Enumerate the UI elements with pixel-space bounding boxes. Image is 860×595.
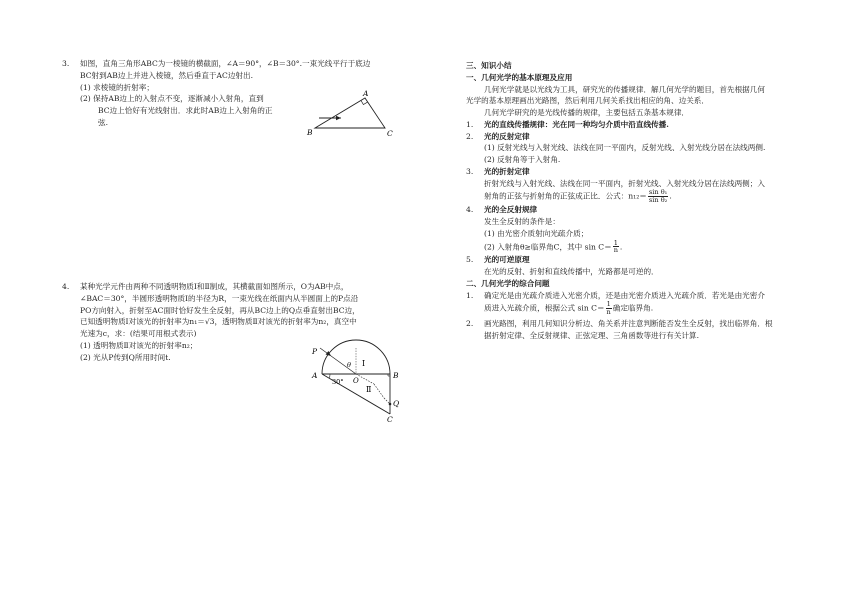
question-stem: 光速为c，求：(结果可用根式表示)	[80, 329, 197, 339]
point-text: 据折射定律、全反射规律、正弦定理、三角函数等进行有关计算.	[484, 331, 700, 341]
angle-label-theta: θ	[347, 361, 351, 369]
point-label-O: O	[353, 377, 359, 385]
law-text: 光的直线传播规律：光在同一种均匀介质中沿直线传播.	[484, 119, 669, 129]
law-clause: 折射光线与入射光线、法线在同一平面内，折射光线、入射光线分居在法线两侧；入	[484, 178, 765, 188]
question-stem: 某种光学元件由两种不同透明物质Ⅰ和Ⅱ制成，其横截面如图所示，O为AB中点，	[80, 282, 349, 291]
region-label-1: Ⅰ	[362, 359, 366, 368]
law-clause: (1) 反射光线与入射光线、法线在同一平面内，反射光线、入射光线分居在法线两侧.	[484, 143, 766, 153]
vertex-label-A: A	[363, 89, 369, 98]
question-stem: 已知透明物质Ⅰ对该光的折射率为n₁＝√3，透明物质Ⅱ对该光的折射率为n₂，真空中	[80, 317, 357, 327]
law-clause: (1) 由光密介质射向光疏介质；	[484, 228, 589, 238]
question-stem: 如图，直角三角形ABC为一棱镜的横截面，∠A＝90°，∠B＝30°.一束光线平行于底边	[80, 59, 371, 68]
point-label-B: B	[393, 371, 399, 380]
question-stem: BC射到AB边上并进入棱镜，然后垂直于AC边射出.	[80, 70, 253, 80]
law-clause: 在光的反射、折射和直线传播中，光路都是可逆的．	[484, 267, 659, 277]
angle-label-30: 30°	[332, 378, 344, 386]
region-label-2: Ⅱ	[366, 385, 372, 394]
section-heading: 三、知识小结	[466, 61, 512, 70]
law-number: 5.	[466, 255, 474, 265]
critical-angle-fraction	[613, 240, 619, 255]
paragraph: 几何光学研究的是光线传播的规律，主要包括五条基本规律．	[484, 108, 690, 118]
fraction-denominator: n	[613, 246, 618, 255]
point-label-C: C	[387, 415, 393, 424]
point-number: 2.	[466, 319, 474, 329]
punctuation: .	[619, 241, 623, 251]
point-text: 画光路图，利用几何知识分析边、角关系并注意判断能否发生全反射，找出临界角．根	[484, 319, 773, 329]
point-label-P: P	[312, 347, 318, 356]
law-clause: (2) 反射角等于入射角.	[484, 155, 561, 165]
law-formula-line	[466, 240, 816, 255]
law-number: 4.	[466, 205, 474, 215]
refraction-fraction	[648, 189, 668, 204]
sub-question-1: (1) 求棱镜的折射率；	[80, 82, 154, 92]
sub-question-2-cont: 弦.	[98, 117, 109, 127]
sub-question-1: (1) 透明物质Ⅱ对该光的折射率n₂；	[80, 340, 198, 350]
law-number: 3.	[466, 166, 474, 176]
question-stem: ∠BAC＝30°，半圆形透明物质Ⅰ的半径为R，一束光线在纸面内从半圆面上的P点沿	[80, 293, 359, 303]
law-2	[466, 131, 816, 143]
punctuation: .	[669, 191, 672, 201]
sub-question-2: (2) 光从P传到Q所用时间t.	[80, 352, 171, 362]
law-number: 2.	[466, 131, 474, 141]
law-title: 光的可逆原理	[484, 255, 530, 265]
law-formula-line	[466, 189, 816, 204]
law-title: 光的全反射规律	[484, 205, 538, 215]
point-text: 质进入光疏介质，根据公式 sin C＝	[484, 303, 605, 313]
right-column	[466, 58, 816, 342]
prism-figure	[305, 88, 415, 140]
fraction-numerator: 1	[613, 238, 618, 247]
point-text: 确定光是由光疏介质进入光密介质，还是由光密介质进入光疏介质．若光是由光密介	[484, 290, 765, 300]
comprehensive-point-2	[466, 318, 816, 342]
subsection-heading: 一、几何光学的基本原理及应用	[466, 72, 573, 82]
law-title: 光的折射定律	[484, 166, 530, 176]
critical-angle-fraction	[606, 301, 612, 316]
comprehensive-point-1	[466, 290, 816, 317]
law-clause: (2) 入射角θ≥临界角C，其中 sin C＝	[484, 241, 612, 251]
point-label-A: A	[312, 371, 318, 380]
point-label-Q: Q	[393, 399, 400, 408]
point-formula-line	[484, 301, 816, 316]
law-title: 光的反射定律	[484, 131, 530, 141]
law-clause: 发生全反射的条件是：	[484, 217, 560, 227]
subsection-heading: 二、几何光学的综合问题	[466, 278, 550, 288]
sub-question-2-cont: BC边上恰好有光线射出．求此时AB边上入射角的正	[98, 106, 273, 116]
fraction-denominator: sin θ₂	[648, 196, 668, 205]
point-text: 确定临界角.	[612, 303, 654, 313]
law-clause: 射角的正弦与折射角的正弦成正比．公式：n₁₂＝	[484, 191, 647, 201]
vertex-label-C: C	[387, 129, 393, 138]
sub-question-2: (2) 保持AB边上的入射点不变，逐渐减小入射角，直到	[80, 94, 264, 104]
paragraph: 光学的基本原理画出光路图，然后利用几何关系找出相应的角、边关系．	[466, 96, 709, 106]
point-number: 1.	[466, 290, 474, 300]
paragraph: 几何光学就是以光线为工具，研究光的传播规律．解几何光学的题目，首先根据几何	[484, 84, 765, 94]
fraction-numerator: sin θ₁	[648, 188, 668, 197]
law-4	[466, 204, 816, 216]
fraction-denominator: n	[606, 308, 611, 317]
question-stem: PO方向射入，折射至AC面时恰好发生全反射，再从BC边上的Q点垂直射出BC边，	[80, 305, 360, 315]
question-number: 4.	[62, 282, 70, 291]
law-1	[466, 119, 816, 131]
fraction-numerator: 1	[606, 300, 611, 309]
optical-element-figure	[310, 338, 406, 424]
vertex-label-B: B	[307, 128, 313, 137]
law-5	[466, 254, 816, 266]
law-3	[466, 166, 816, 178]
law-number: 1.	[466, 119, 474, 129]
question-number: 3.	[62, 59, 70, 68]
